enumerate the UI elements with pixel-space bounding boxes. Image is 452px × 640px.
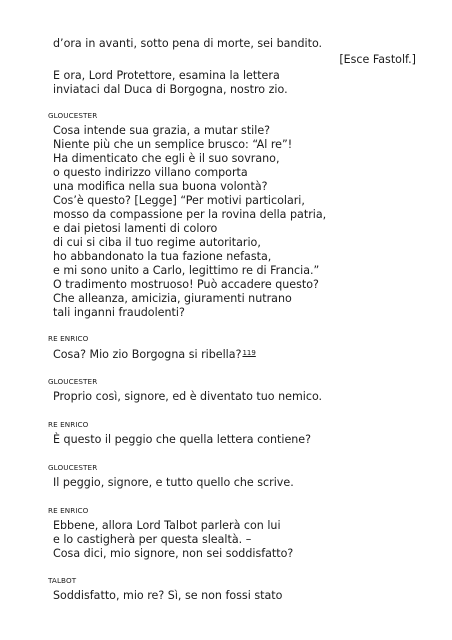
speaker-name: GLOUCESTER bbox=[48, 377, 98, 386]
verse-line: O tradimento mostruoso! Può accadere questo? bbox=[53, 278, 319, 291]
verse-line: È questo il peggio che quella lettera contiene? bbox=[53, 433, 312, 446]
verse-line: Il peggio, signore, e tutto quello che scrive. bbox=[53, 476, 294, 489]
verse-line: Cos’è questo? [Legge] “Per motivi particolari, bbox=[53, 194, 305, 207]
speaker-name: RE ENRICO bbox=[48, 506, 89, 515]
verse-line: d’ora in avanti, sotto pena di morte, sei bandito. bbox=[53, 37, 323, 50]
speaker-name: GLOUCESTER bbox=[48, 463, 98, 472]
verse-line bbox=[53, 347, 256, 361]
verse-line: ho abbandonato la tua fazione nefasta, bbox=[53, 250, 272, 263]
speaker-name: TALBOT bbox=[48, 576, 77, 585]
verse-line: inviataci dal Duca di Borgogna, nostro zio. bbox=[53, 83, 288, 96]
footnote-reference[interactable]: 119 bbox=[242, 349, 256, 357]
verse-line: e mi sono unito a Carlo, legittimo re di Francia.” bbox=[53, 264, 320, 277]
verse-line: tali inganni fraudolenti? bbox=[53, 306, 185, 319]
stage-direction: [Esce Fastolf.] bbox=[339, 53, 416, 66]
verse-line: Ha dimenticato che egli è il suo sovrano, bbox=[53, 152, 280, 165]
verse-line: Cosa intende sua grazia, a mutar stile? bbox=[53, 124, 271, 137]
verse-line: Ebbene, allora Lord Talbot parlerà con lui bbox=[53, 519, 281, 532]
speaker-name: RE ENRICO bbox=[48, 334, 89, 343]
speaker-name: RE ENRICO bbox=[48, 420, 89, 429]
verse-line: una modifica nella sua buona volontà? bbox=[53, 180, 268, 193]
verse-line: Che alleanza, amicizia, giuramenti nutrano bbox=[53, 292, 292, 305]
verse-line: Cosa dici, mio signore, non sei soddisfatto? bbox=[53, 547, 294, 560]
verse-line: e dai pietosi lamenti di coloro bbox=[53, 222, 218, 235]
verse-line: mosso da compassione per la rovina della patria, bbox=[53, 208, 327, 221]
verse-line: Niente più che un semplice brusco: “Al re”! bbox=[53, 138, 293, 151]
verse-line: e lo castigherà per questa slealtà. – bbox=[53, 533, 252, 546]
verse-line: Proprio così, signore, ed è diventato tuo nemico. bbox=[53, 390, 323, 403]
verse-line: E ora, Lord Protettore, esamina la lettera bbox=[53, 69, 280, 82]
verse-line: di cui si ciba il tuo regime autoritario, bbox=[53, 236, 261, 249]
verse-text: Cosa? Mio zio Borgogna si ribella? bbox=[53, 348, 242, 361]
verse-line: Soddisfatto, mio re? Sì, se non fossi stato bbox=[53, 589, 283, 602]
speaker-name: GLOUCESTER bbox=[48, 111, 98, 120]
verse-line: o questo indirizzo villano comporta bbox=[53, 166, 248, 179]
